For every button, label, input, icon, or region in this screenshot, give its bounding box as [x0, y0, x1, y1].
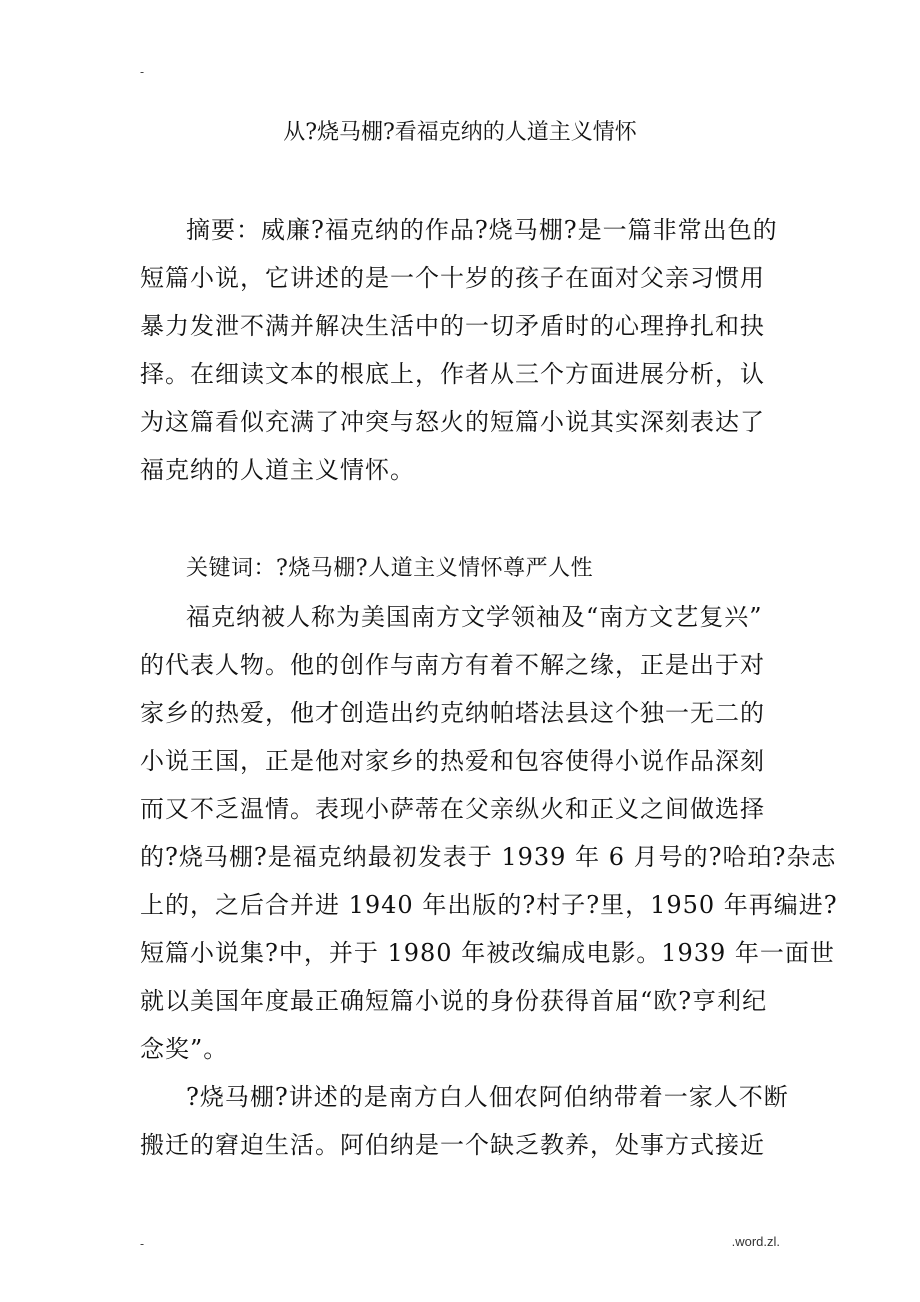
body-paragraphs: [140, 593, 838, 1169]
abstract-line: 为这篇看似充满了冲突与怒火的短篇小说其实深刻表达了: [140, 408, 765, 436]
abstract-line: 短篇小说，它讲述的是一个十岁的孩子在面对父亲习惯用: [140, 264, 765, 292]
body-line: 就以美国年度最正确短篇小说的身份获得首届“欧?亨利纪: [140, 987, 768, 1015]
abstract-line: 择。在细读文本的根底上，作者从三个方面进展分析，认: [140, 360, 765, 388]
header-corner-mark: -: [140, 65, 145, 79]
abstract-line: 摘要：威廉?福克纳的作品?烧马棚?是一篇非常出色的: [186, 216, 778, 244]
footer-label: .word.zl.: [731, 1234, 780, 1249]
footer-corner-mark: -: [140, 1237, 145, 1251]
keywords-line: 关键词：?烧马棚?人道主义情怀尊严人性: [186, 556, 594, 581]
body-line: 搬迁的窘迫生活。阿伯纳是一个缺乏教养，处事方式接近: [140, 1131, 765, 1159]
body-line: 短篇小说集?中，并于 1980 年被改编成电影。1939 年一面世: [140, 939, 835, 967]
body-line: 的?烧马棚?是福克纳最初发表于 1939 年 6 月号的?哈珀?杂志: [140, 843, 837, 871]
document-title: 从?烧马棚?看福克纳的人道主义情怀: [283, 120, 637, 145]
abstract-line: 福克纳的人道主义情怀。: [140, 456, 415, 484]
body-line: ?烧马棚?讲述的是南方白人佃农阿伯纳带着一家人不断: [186, 1083, 789, 1111]
body-line: 而又不乏温情。表现小萨蒂在父亲纵火和正义之间做选择: [140, 795, 765, 823]
body-line: 的代表人物。他的创作与南方有着不解之缘，正是出于对: [140, 651, 765, 679]
keywords-paragraph: [140, 545, 780, 593]
abstract-paragraph: [140, 206, 780, 494]
body-line: 小说王国，正是他对家乡的热爱和包容使得小说作品深刻: [140, 747, 765, 775]
body-line: 上的，之后合并进 1940 年出版的?村子?里，1950 年再编进?: [140, 891, 838, 919]
body-line: 家乡的热爱，他才创造出约克纳帕塔法县这个独一无二的: [140, 699, 765, 727]
body-line: 念奖”。: [140, 1035, 229, 1063]
body-line: 福克纳被人称为美国南方文学领袖及“南方文艺复兴”: [186, 603, 763, 631]
abstract-line: 暴力发泄不满并解决生活中的一切矛盾时的心理挣扎和抉: [140, 312, 765, 340]
